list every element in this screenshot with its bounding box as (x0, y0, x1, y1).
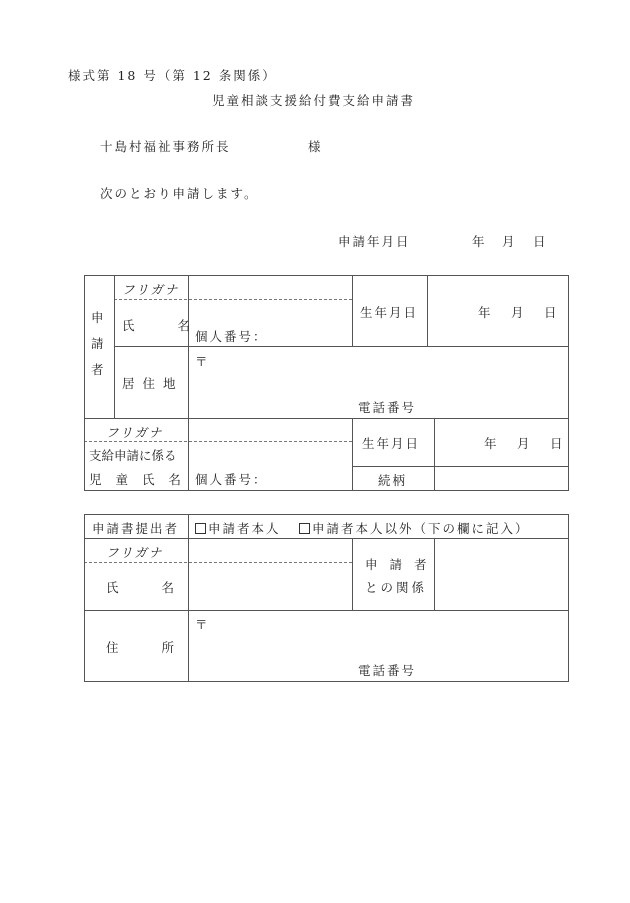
applicant-personal-number-label: 個人番号： (195, 329, 268, 344)
child-birthdate-field[interactable]: 年 月 日 (484, 436, 567, 451)
child-label-line2: 児 童 氏 名 (89, 472, 186, 487)
checkbox-icon[interactable] (195, 523, 206, 534)
applicant-section-label-1: 申 (91, 310, 104, 325)
child-relationship-label: 続柄 (378, 473, 408, 488)
applicant-name-field[interactable] (190, 301, 350, 325)
application-date-label: 申請年月日 (338, 234, 411, 249)
applicant-phone-label: 電話番号 (358, 400, 417, 415)
application-date-month[interactable]: 月 (502, 234, 515, 249)
option-other[interactable] (299, 519, 530, 537)
applicant-section-label-3: 者 (91, 362, 104, 377)
document-title: 児童相談支援給付費支給申請書 (212, 93, 416, 108)
submitter-name-field[interactable] (190, 564, 350, 608)
intro-text: 次のとおり申請します。 (100, 186, 259, 201)
applicant-name-label: 氏 名 (122, 318, 197, 333)
child-relationship-field[interactable] (436, 468, 566, 489)
application-date-year[interactable]: 年 (472, 234, 485, 249)
checkbox-icon[interactable] (299, 523, 310, 534)
child-personal-number-label: 個人番号： (195, 472, 268, 487)
honorific: 様 (308, 139, 321, 154)
submitter-address-label: 住 所 (106, 640, 181, 655)
submitter-label: 申請書提出者 (92, 521, 180, 536)
submitter-phone-label: 電話番号 (358, 663, 417, 678)
submitter-relation-line1: 申 請 者 (365, 557, 431, 572)
option-other-label: 申請者本人以外（下の欄に記入） (312, 521, 530, 536)
applicant-address-label: 居 住 地 (122, 376, 178, 391)
option-self[interactable] (195, 519, 281, 537)
option-self-label: 申請者本人 (208, 521, 281, 536)
submitter-relation-line2: との関係 (365, 580, 428, 595)
child-furigana-field[interactable] (190, 420, 350, 440)
applicant-birthdate-label: 生年月日 (360, 305, 419, 320)
form-number: 様式第 18 号（第 12 条関係） (68, 68, 277, 83)
submitter-furigana-field[interactable] (190, 540, 350, 561)
applicant-address-field[interactable] (205, 352, 560, 392)
submitter-address-field[interactable] (205, 615, 560, 655)
applicant-postal-mark: 〒 (195, 354, 208, 369)
submitter-furigana-label: フリガナ (106, 545, 164, 560)
applicant-birthdate-field[interactable]: 年 月 日 (478, 305, 561, 320)
child-birthdate-label: 生年月日 (362, 436, 421, 451)
child-label-line1: 支給申請に係る (89, 448, 177, 463)
applicant-furigana-label: フリガナ (122, 282, 180, 297)
applicant-section-label-2: 請 (91, 336, 104, 351)
submitter-relation-field[interactable] (436, 540, 566, 608)
applicant-furigana-field[interactable] (190, 277, 350, 298)
child-name-field[interactable] (190, 443, 350, 465)
child-furigana-label: フリガナ (106, 425, 164, 440)
addressee: 十島村福祉事務所長 (100, 139, 231, 154)
submitter-postal-mark: 〒 (195, 617, 208, 632)
application-date-day[interactable]: 日 (533, 234, 546, 249)
submitter-name-label: 氏 名 (106, 580, 181, 595)
